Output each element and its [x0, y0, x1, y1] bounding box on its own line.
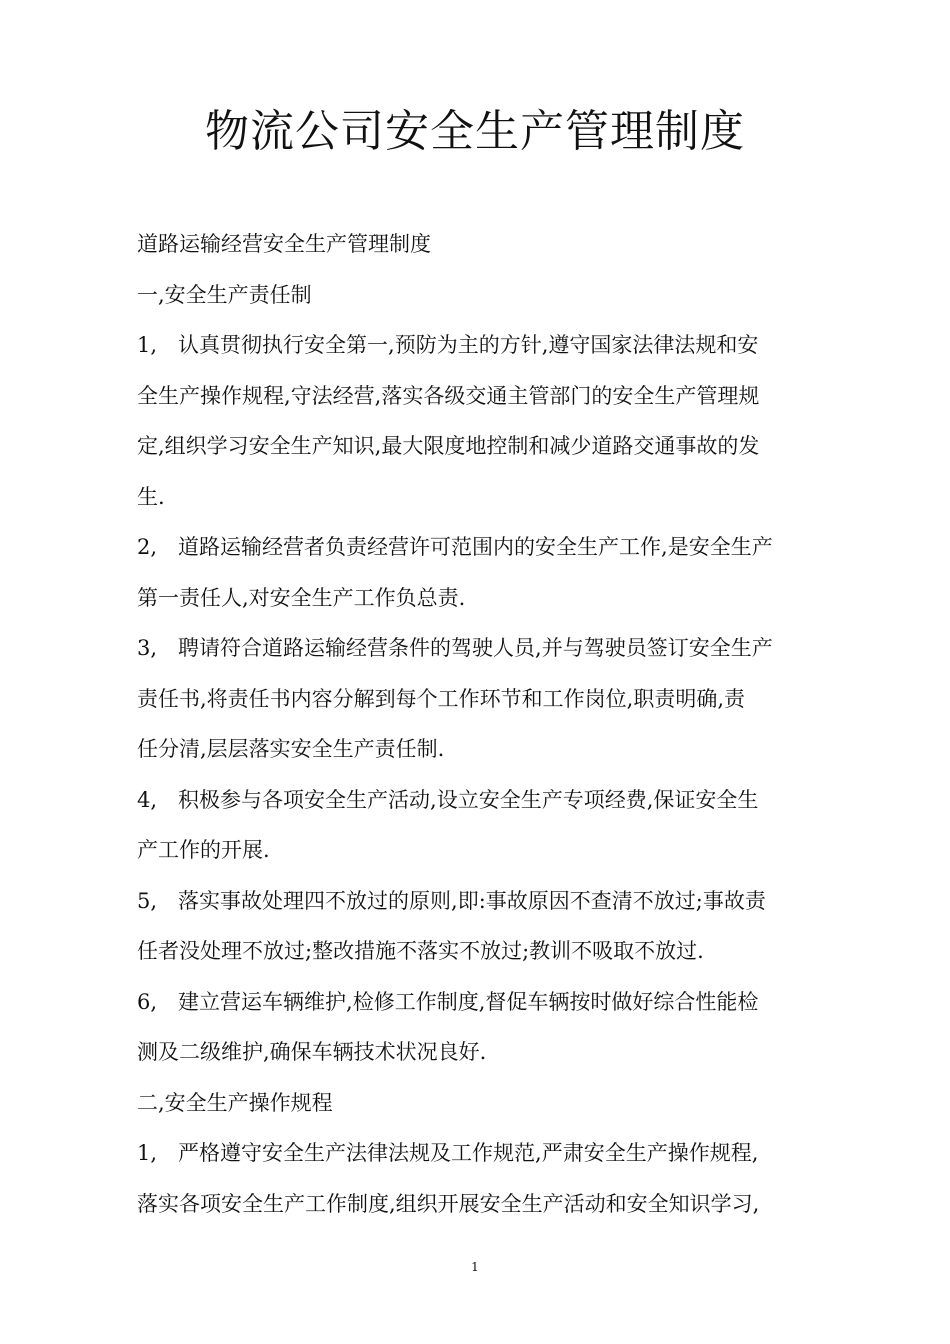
text-line: 1, 严格遵守安全生产法律法规及工作规范,严肃安全生产操作规程,: [137, 1141, 759, 1165]
text-line: 测及二级维护,确保车辆技术状况良好.: [137, 1040, 487, 1064]
text-line: 任者没处理不放过;整改措施不落实不放过;教训不吸取不放过.: [137, 939, 704, 963]
text-line: 全生产操作规程,守法经营,落实各级交通主管部门的安全生产管理规: [137, 383, 760, 408]
text-line: 第一责任人,对安全生产工作负总责.: [137, 585, 466, 610]
text-line: 定,组织学习安全生产知识,最大限度地控制和减少道路交通事故的发: [137, 434, 760, 458]
text-line: 责任书,将责任书内容分解到每个工作环节和工作岗位,职责明确,责: [137, 686, 746, 711]
text-line: 一,安全生产责任制: [137, 282, 312, 307]
text-line: 道路运输经营安全生产管理制度: [137, 232, 431, 256]
page-number: 1: [471, 1260, 479, 1274]
text-line: 4, 积极参与各项安全生产活动,设立安全生产专项经费,保证安全生: [137, 787, 759, 812]
text-line: 2, 道路运输经营者负责经营许可范围内的安全生产工作,是安全生产: [137, 535, 773, 559]
text-line: 产工作的开展.: [137, 838, 270, 862]
text-line: 任分清,层层落实安全生产责任制.: [137, 737, 445, 761]
text-line: 5, 落实事故处理四不放过的原则,即:事故原因不查清不放过;事故责: [137, 888, 766, 913]
document-body: [137, 219, 817, 1229]
text-line: 落实各项安全生产工作制度,组织开展安全生产活动和安全知识学习,: [137, 1191, 760, 1216]
text-line: 6, 建立营运车辆维护,检修工作制度,督促车辆按时做好综合性能检: [137, 989, 759, 1014]
text-line: 1, 认真贯彻执行安全第一,预防为主的方针,遵守国家法律法规和安: [137, 333, 759, 357]
document-title: 物流公司安全生产管理制度: [205, 106, 745, 157]
text-line: 3, 聘请符合道路运输经营条件的驾驶人员,并与驾驶员签订安全生产: [137, 636, 773, 660]
text-line: 二,安全生产操作规程: [137, 1090, 333, 1115]
text-line: 生.: [137, 484, 165, 509]
